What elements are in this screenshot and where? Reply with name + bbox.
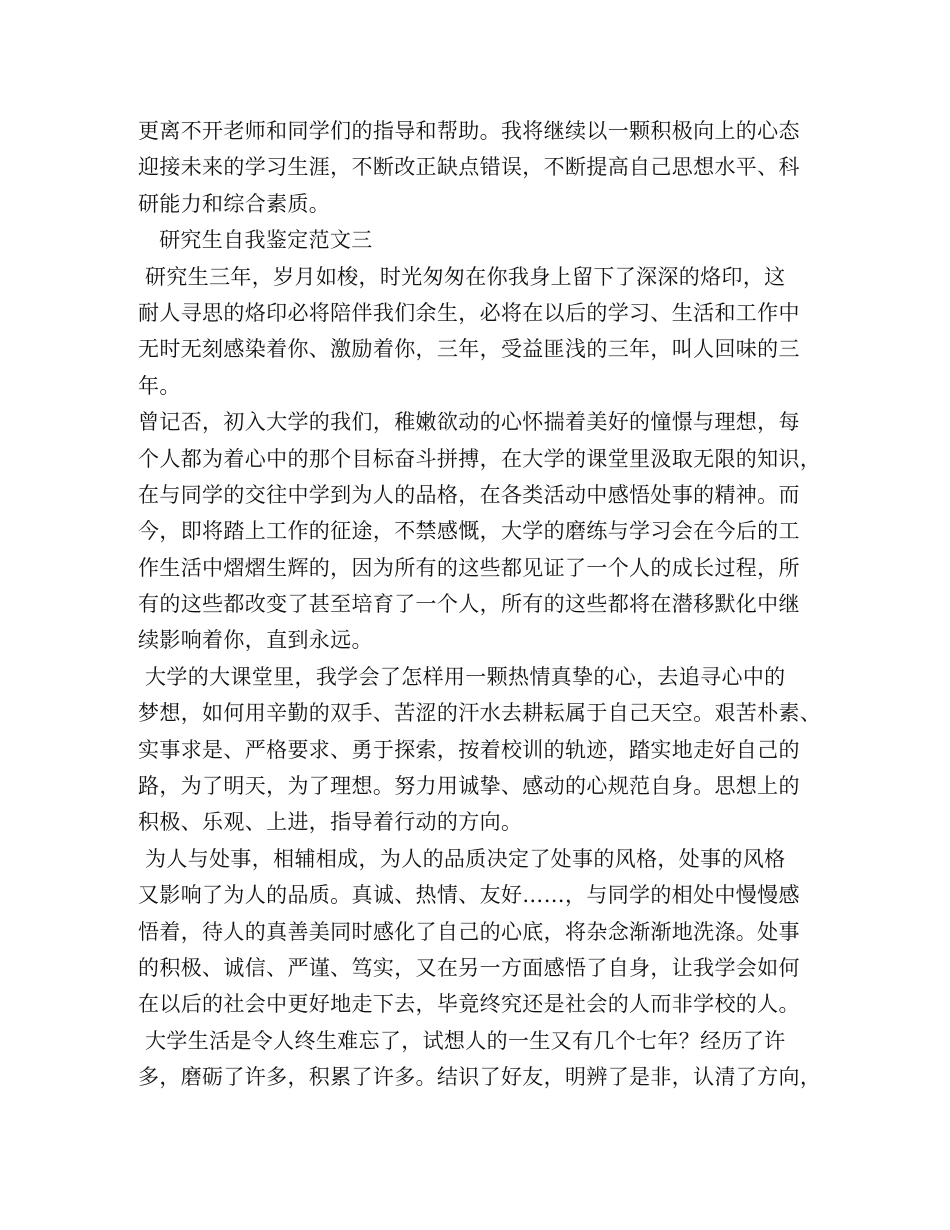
text-line: 的积极、诚信、严谨、笃实，又在另一方面感悟了自身，让我学会如何 xyxy=(138,955,800,980)
text-line: 大学的大课堂里，我学会了怎样用一颗热情真挚的心，去追寻心中的 xyxy=(138,664,786,689)
text-line: 耐人寻思的烙印必将陪伴我们余生，必将在以后的学习、生活和工作中 xyxy=(138,300,800,325)
text-line: 作生活中熠熠生辉的，因为所有的这些都见证了一个人的成长过程，所 xyxy=(138,555,800,580)
text-line: 路，为了明天，为了理想。努力用诚挚、感动的心规范自身。思想上的 xyxy=(138,774,800,799)
text-line: 为人与处事，相辅相成，为人的品质决定了处事的风格，处事的风格 xyxy=(138,846,786,871)
text-line: 实事求是、严格要求、勇于探索，按着校训的轨迹，踏实地走好自己的 xyxy=(138,737,800,762)
text-line: 有的这些都改变了甚至培育了一个人，所有的这些都将在潜移默化中继 xyxy=(138,592,800,617)
text-line: 又影响了为人的品质。真诚、热情、友好……，与同学的相处中慢慢感 xyxy=(138,883,800,908)
text-line: 在与同学的交往中学到为人的品格，在各类活动中感悟处事的精神。而 xyxy=(138,482,800,507)
text-line: 迎接未来的学习生涯，不断改正缺点错误，不断提高自己思想水平、科 xyxy=(138,155,800,180)
text-line: 大学生活是令人终生难忘了，试想人的一生又有几个七年？经历了许 xyxy=(138,1028,786,1053)
text-line: 个人都为着心中的那个目标奋斗拼搏，在大学的课堂里汲取无限的知识， xyxy=(138,446,822,471)
section-heading: 研究生自我鉴定范文三 xyxy=(138,228,373,253)
text-line: 年。 xyxy=(138,373,181,398)
text-line: 悟着，待人的真善美同时感化了自己的心底，将杂念渐渐地洗涤。处事 xyxy=(138,919,800,944)
text-line: 续影响着你，直到永远。 xyxy=(138,628,373,653)
text-line: 更离不开老师和同学们的指导和帮助。我将继续以一颗积极向上的心态 xyxy=(138,119,800,143)
text-line: 研究生三年，岁月如梭，时光匆匆在你我身上留下了深深的烙印，这 xyxy=(138,264,786,289)
text-line: 多，磨砺了许多，积累了许多。结识了好友，明辨了是非，认清了方向， xyxy=(138,1065,822,1090)
text-line: 梦想，如何用辛勤的双手、苦涩的汗水去耕耘属于自己天空。艰苦朴素、 xyxy=(138,701,822,726)
text-line: 积极、乐观、上进，指导着行动的方向。 xyxy=(138,810,523,835)
text-line: 无时无刻感染着你、激励着你，三年，受益匪浅的三年，叫人回味的三 xyxy=(138,337,800,362)
text-line: 在以后的社会中更好地走下去，毕竟终究还是社会的人而非学校的人。 xyxy=(138,992,800,1017)
text-line: 曾记否，初入大学的我们，稚嫩欲动的心怀揣着美好的憧憬与理想，每 xyxy=(138,410,800,435)
document-body xyxy=(138,113,838,1096)
text-line: 今，即将踏上工作的征途，不禁感慨，大学的磨练与学习会在今后的工 xyxy=(138,519,800,544)
text-line: 研能力和综合素质。 xyxy=(138,191,331,216)
